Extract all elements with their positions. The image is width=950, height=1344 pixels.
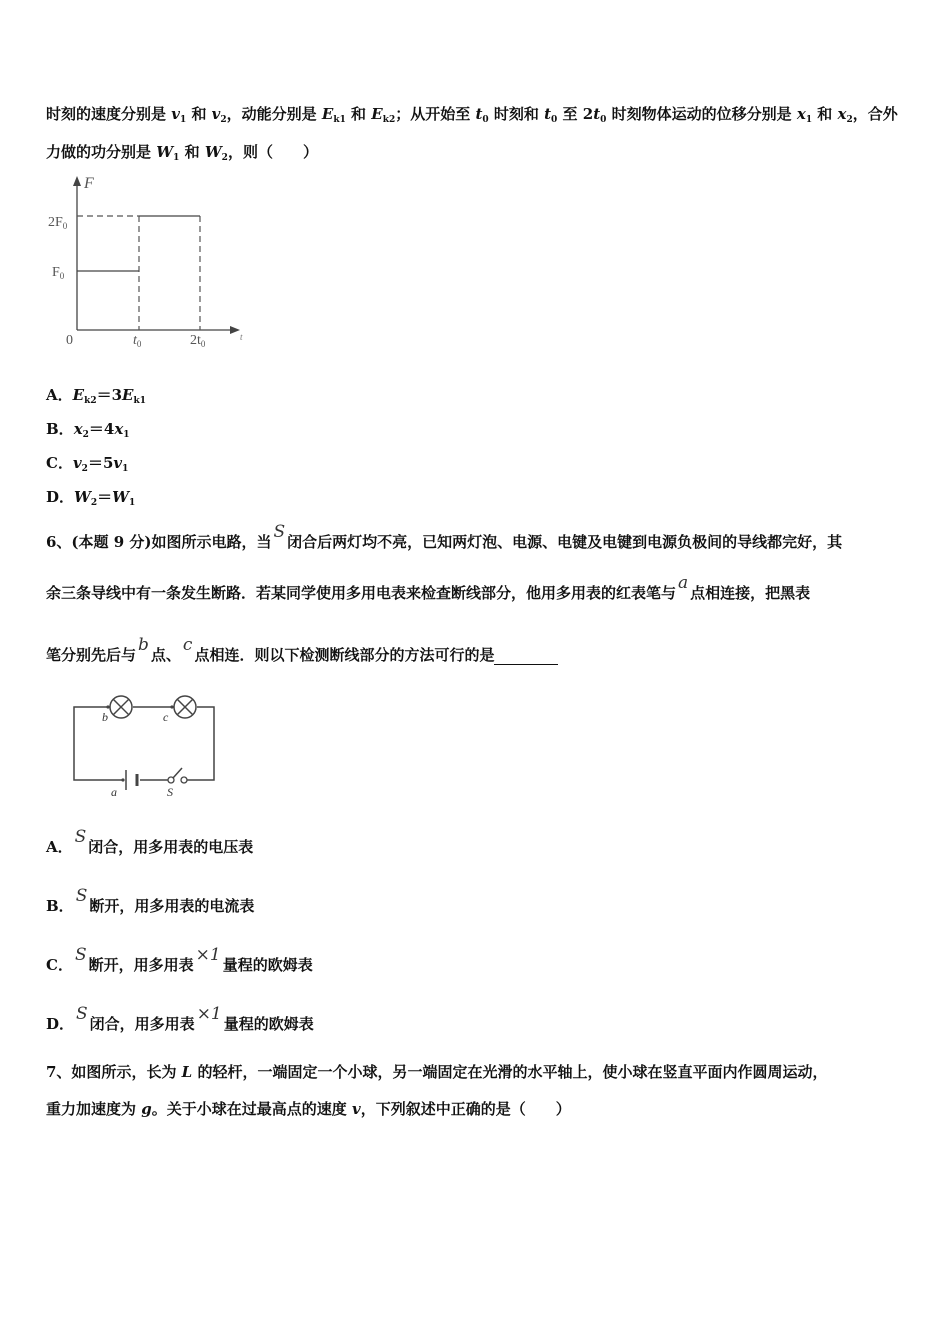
- force-time-graph: [40, 170, 250, 355]
- q5-option-a[interactable]: A．$E_{k2}=3E_{k1}$: [46, 386, 146, 406]
- q5-option-c[interactable]: C．$v_2=5v_1$: [46, 454, 129, 474]
- q5-stem-line-2: 力做的功分别是 $W_1$ 和 $W_2$，则（ ）: [46, 143, 318, 163]
- circuit-diagram: [68, 690, 228, 802]
- label-a: a: [111, 785, 117, 799]
- q7-stem-line-1: 7、如图所示，长为 L 的轻杆，一端固定一个小球，另一端固定在光滑的水平轴上，使小球在竖直平面内作圆周运动，: [46, 1063, 828, 1081]
- q6-stem-line-3: 笔分别先后与 b 点、 c 点相连．则以下检测断线部分的方法可行的是: [46, 644, 558, 665]
- label-s: S: [167, 785, 173, 799]
- q6-option-d[interactable]: D． S 闭合，用多用表 ×1 量程的欧姆表: [46, 1004, 314, 1033]
- x-axis-arrow: [230, 326, 240, 334]
- q6-stem-line-1: 6、(本题 9 分)如图所示电路，当 S 闭合后两灯均不亮，已知两灯泡、电源、电键及电键到电源负极间的导线都完好，其: [46, 522, 843, 551]
- q7-stem-line-2: 重力加速度为 g。关于小球在过最高点的速度 v，下列叙述中正确的是（ ）: [46, 1100, 571, 1118]
- q5-stem-line-1: 时刻的速度分别是 $v_1$ 和 $v_2$，动能分别是 $E_{k1}$ 和 $E_{k2}$；从开始至 $t_0$ 时刻和 $t_0$ 至 $2t_0$ 时刻物体运动的位移分别是 $x_1$ 和 $x_2$，合外: [46, 105, 898, 125]
- tick-2f0: $2F_0$: [48, 215, 68, 231]
- tick-2t0: $2t_0$: [190, 333, 206, 349]
- tick-f0: $F_0$: [52, 265, 65, 281]
- q6-option-c[interactable]: C． S 断开，用多用表 ×1 量程的欧姆表: [46, 945, 313, 974]
- label-c: c: [163, 710, 169, 724]
- tick-t0: $t_0$: [133, 333, 142, 349]
- q6-stem-line-2: 余三条导线中有一条发生断路．若某同学使用多用电表来检查断线部分，他用多用表的红表笔与 a 点相连接，把黑表: [46, 573, 811, 602]
- q6-option-b[interactable]: B． S 断开，用多用表的电流表: [46, 886, 255, 915]
- y-axis-label: F: [84, 175, 94, 192]
- q5-option-d[interactable]: D．$W_2=W_1$: [46, 488, 136, 508]
- q6-option-a[interactable]: A． S 闭合，用多用表的电压表: [46, 827, 254, 856]
- point-b-dot: [106, 705, 109, 708]
- label-b: b: [102, 710, 108, 724]
- origin-label: 0: [66, 333, 73, 348]
- point-c-dot: [170, 705, 173, 708]
- y-axis-arrow: [73, 176, 81, 186]
- point-a-dot: [121, 778, 124, 781]
- lamp-2: [174, 696, 196, 718]
- wire-right: [186, 707, 214, 780]
- battery: [124, 770, 140, 790]
- switch-s: [168, 768, 187, 783]
- x-axis-label: t: [240, 332, 243, 342]
- q5-option-b[interactable]: B．$x_2=4x_1$: [46, 420, 130, 440]
- lamp-1: [110, 696, 132, 718]
- answer-blank[interactable]: [494, 650, 558, 665]
